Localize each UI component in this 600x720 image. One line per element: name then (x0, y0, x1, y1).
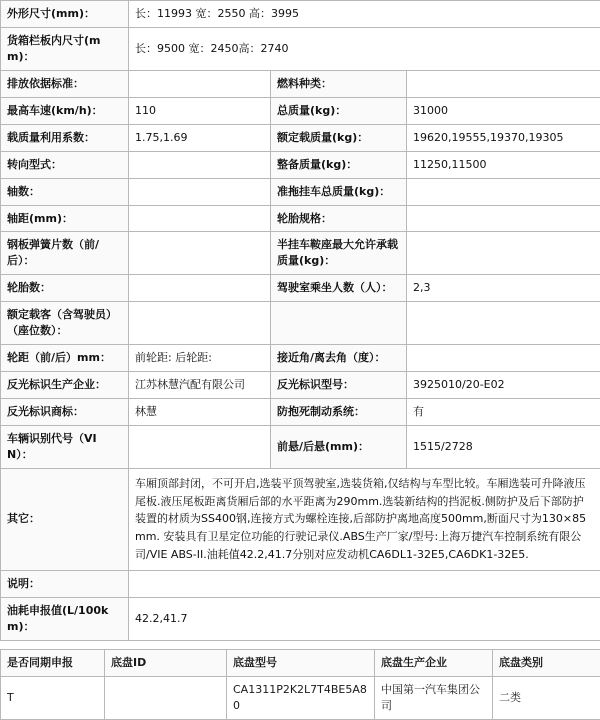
spec-label: 准拖挂车总质量(kg)： (271, 178, 407, 205)
spec-value (407, 345, 600, 372)
spec-value: 31000 (407, 97, 600, 124)
spec-label: 载质量利用系数： (1, 124, 129, 151)
table-row (1, 151, 600, 178)
table-row (1, 27, 600, 70)
spec-value (407, 70, 600, 97)
spec-label: 额定载客（含驾驶员）（座位数）： (1, 302, 129, 345)
spec-value: 长：9500 宽：2450高：2740 (129, 27, 600, 70)
spec-value: 1515/2728 (407, 425, 600, 468)
cell-chassis-id (105, 676, 227, 719)
column-header-chassis-model: 底盘型号 (227, 649, 375, 676)
notes-value: 车厢顶部封闭，不可开启,选装平顶驾驶室,选装货箱,仅结构与车型比较。车厢选装可升降液压尾板.液压尾板距离货厢后部的水平距离为290mm.选装新结构的挡泥板.侧防护及后下部防护装置的材质为SS400钢,连接方式为螺栓连接,后部防护离地高度500mm,断面尺寸为130×85mm. 安装具有卫星定位功能的行驶记录仪.ABS生产厂家/型号:上海万捷汽车控制系统有限公司/VIE ABS-II.油耗值42.2,41.7分别对应发动机CA6DL1-32E5,CA6DK1-32E5. (129, 468, 600, 570)
cell-same-period: T (1, 676, 105, 719)
table-row (1, 399, 600, 426)
table-row (1, 178, 600, 205)
spec-value (129, 70, 271, 97)
spec-label: 反光标识商标： (1, 399, 129, 426)
spec-label: 钢板弹簧片数（前/后）： (1, 232, 129, 275)
spec-label: 前悬/后悬(mm)： (271, 425, 407, 468)
spec-value: 3925010/20-E02 (407, 372, 600, 399)
spec-value: 前轮距: 后轮距: (129, 345, 271, 372)
spec-value: 长：11993 宽：2550 高：3995 (129, 1, 600, 28)
cell-chassis-category: 二类 (493, 676, 600, 719)
description-label: 说明： (1, 570, 129, 597)
table-row (1, 302, 600, 345)
column-header-chassis-id: 底盘ID (105, 649, 227, 676)
spec-label: 轮胎规格： (271, 205, 407, 232)
spec-value (129, 275, 271, 302)
spec-value (407, 302, 600, 345)
spec-value (129, 302, 271, 345)
table-row (1, 345, 600, 372)
spec-label: 额定载质量(kg)： (271, 124, 407, 151)
spec-value: 江苏林慧汽配有限公司 (129, 372, 271, 399)
fuel-consumption-value: 42.2,41.7 (129, 597, 600, 640)
table-row-description (1, 570, 600, 597)
spec-label: 整备质量(kg)： (271, 151, 407, 178)
chassis-table (0, 649, 600, 720)
spec-value (129, 425, 271, 468)
spec-label: 驾驶室乘坐人数（人）： (271, 275, 407, 302)
spec-label: 车辆识别代号（VIN）： (1, 425, 129, 468)
column-header-same-period: 是否同期申报 (1, 649, 105, 676)
spec-value: 11250,11500 (407, 151, 600, 178)
spec-label (271, 302, 407, 345)
spec-value: 19620,19555,19370,19305 (407, 124, 600, 151)
spec-label: 轴距(mm)： (1, 205, 129, 232)
spec-label: 轮胎数： (1, 275, 129, 302)
spec-label: 排放依据标准： (1, 70, 129, 97)
spec-value (407, 205, 600, 232)
spec-value (407, 232, 600, 275)
table-row (1, 1, 600, 28)
spec-value: 1.75,1.69 (129, 124, 271, 151)
table-gap (0, 641, 600, 649)
table-row (1, 97, 600, 124)
table-row (1, 124, 600, 151)
table-row-notes (1, 468, 600, 570)
table-row (1, 205, 600, 232)
column-header-chassis-category: 底盘类别 (493, 649, 600, 676)
spec-label: 反光标识型号： (271, 372, 407, 399)
fuel-consumption-label: 油耗申报值(L/100km)： (1, 597, 129, 640)
spec-label: 总质量(kg)： (271, 97, 407, 124)
spec-label: 外形尺寸(mm)： (1, 1, 129, 28)
spec-value (407, 178, 600, 205)
spec-label: 接近角/离去角（度）： (271, 345, 407, 372)
spec-label: 轮距（前/后）mm： (1, 345, 129, 372)
table-row (1, 275, 600, 302)
spec-value: 有 (407, 399, 600, 426)
spec-value (129, 232, 271, 275)
notes-label: 其它： (1, 468, 129, 570)
spec-value: 林慧 (129, 399, 271, 426)
description-value (129, 570, 600, 597)
table-row (1, 70, 600, 97)
spec-label: 防抱死制动系统： (271, 399, 407, 426)
spec-label: 反光标识生产企业： (1, 372, 129, 399)
spec-label: 半挂车鞍座最大允许承载质量(kg)： (271, 232, 407, 275)
chassis-table-header-row (1, 649, 600, 676)
spec-label: 燃料种类： (271, 70, 407, 97)
spec-label: 轴数： (1, 178, 129, 205)
table-row (1, 676, 600, 719)
spec-value (129, 205, 271, 232)
spec-value (129, 151, 271, 178)
table-row (1, 425, 600, 468)
column-header-chassis-manufacturer: 底盘生产企业 (375, 649, 493, 676)
cell-chassis-model: CA1311P2K2L7T4BE5A80 (227, 676, 375, 719)
table-row (1, 232, 600, 275)
spec-value (129, 178, 271, 205)
cell-chassis-manufacturer: 中国第一汽车集团公司 (375, 676, 493, 719)
spec-label: 转向型式： (1, 151, 129, 178)
table-row (1, 372, 600, 399)
spec-label: 最高车速(km/h)： (1, 97, 129, 124)
spec-value: 110 (129, 97, 271, 124)
spec-label: 货箱栏板内尺寸(mm)： (1, 27, 129, 70)
spec-value: 2,3 (407, 275, 600, 302)
